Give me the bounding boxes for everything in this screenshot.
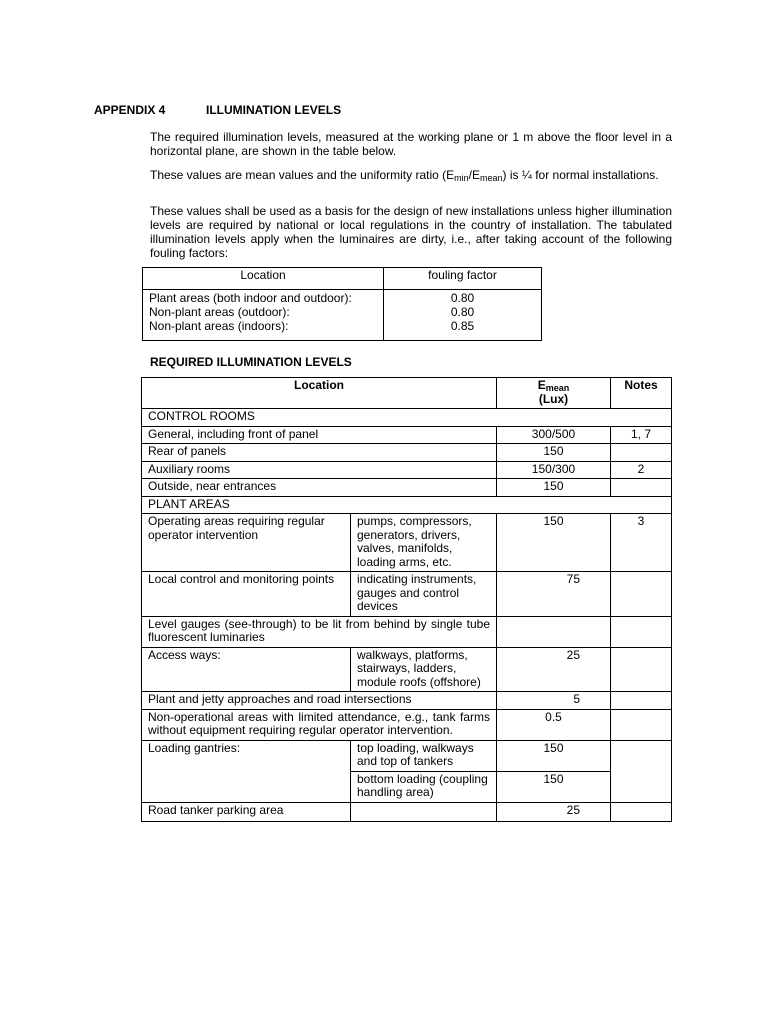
notes-cell: [611, 740, 672, 802]
uniformity-paragraph: These values are mean values and the uniformity ratio $(E_{min}/E_{mean})$ is ¼ for normal installations.: [150, 168, 659, 183]
notes-cell: 1, 7: [611, 426, 672, 444]
table-row: [142, 514, 672, 572]
notes-cell: [611, 479, 672, 497]
location-cell: General, including front of panel: [142, 426, 497, 444]
notes-cell: [611, 802, 672, 821]
detail-cell: indicating instruments, gauges and control devices: [351, 572, 497, 617]
lux-cell: 150: [497, 740, 611, 771]
levels-section-title: REQUIRED ILLUMINATION LEVELS: [150, 355, 352, 369]
area-cell: Road tanker parking area: [142, 802, 351, 821]
table-row: [143, 306, 542, 320]
lux-cell: 150: [497, 514, 611, 572]
levels-header-row: [142, 378, 672, 409]
lux-cell: 300/500: [497, 426, 611, 444]
levels-header-notes: Notes: [611, 378, 672, 409]
area-cell: Access ways:: [142, 647, 351, 692]
fouling-factor-table: [142, 267, 542, 341]
fouling-location: Plant areas (both indoor and outdoor):: [143, 290, 384, 307]
appendix-number: APPENDIX 4: [94, 103, 166, 117]
fouling-value: 0.80: [384, 290, 542, 307]
lux-cell: 150: [497, 771, 611, 802]
detail-cell: walkways, platforms, stairways, ladders, module roofs (offshore): [351, 647, 497, 692]
detail-cell: top loading, walkways and top of tankers: [351, 740, 497, 771]
lux-cell: 150: [497, 479, 611, 497]
appendix-heading: [94, 103, 341, 117]
lux-cell: 5: [497, 692, 611, 710]
area-cell: Loading gantries:: [142, 740, 351, 802]
lux-cell: 150: [497, 444, 611, 462]
table-row: [142, 444, 672, 462]
notes-cell: [611, 709, 672, 740]
detail-cell: [351, 802, 497, 821]
table-row: [142, 740, 672, 771]
detail-cell: pumps, compressors, generators, drivers, valves, manifolds, loading arms, etc.: [351, 514, 497, 572]
table-row: [142, 647, 672, 692]
notes-cell: [611, 444, 672, 462]
table-row: [142, 479, 672, 497]
levels-header-location: Location: [142, 378, 497, 409]
section-plant-areas: PLANT AREAS: [142, 496, 672, 514]
lux-cell: [497, 616, 611, 647]
table-row: [143, 320, 542, 341]
lux-cell: 150/300: [497, 461, 611, 479]
table-row: [142, 802, 672, 821]
location-cell: Rear of panels: [142, 444, 497, 462]
notes-cell: [611, 647, 672, 692]
area-cell: Level gauges (see-through) to be lit from behind by single tube fluorescent luminaries: [142, 616, 497, 647]
table-row: [142, 426, 672, 444]
lux-cell: 75: [497, 572, 611, 617]
fouling-header-location: Location: [143, 268, 384, 290]
area-cell: Non-operational areas with limited attendance, e.g., tank farms without equipment requiring regular operator intervention.: [142, 709, 497, 740]
fouling-value: 0.85: [384, 320, 542, 341]
location-cell: Outside, near entrances: [142, 479, 497, 497]
table-row: [142, 692, 672, 710]
lux-cell: 25: [497, 647, 611, 692]
table-row: [142, 709, 672, 740]
lux-cell: 25: [497, 802, 611, 821]
table-row: [142, 572, 672, 617]
notes-cell: 2: [611, 461, 672, 479]
fouling-value: 0.80: [384, 306, 542, 320]
fouling-location: Non-plant areas (indoors):: [143, 320, 384, 341]
table-row: [142, 616, 672, 647]
levels-header-emean: $E_{mean}$ (Lux): [497, 378, 611, 409]
section-row: [142, 409, 672, 427]
lux-cell: 0.5: [497, 709, 611, 740]
area-cell: Local control and monitoring points: [142, 572, 351, 617]
illumination-levels-table: [141, 377, 672, 822]
notes-cell: [611, 616, 672, 647]
fouling-header-factor: fouling factor: [384, 268, 542, 290]
area-cell: Operating areas requiring regular operator intervention: [142, 514, 351, 572]
section-control-rooms: CONTROL ROOMS: [142, 409, 672, 427]
table-row: [143, 290, 542, 307]
table-row: [142, 461, 672, 479]
notes-cell: 3: [611, 514, 672, 572]
intro-paragraph: The required illumination levels, measured at the working plane or 1 m above the floor level in a horizontal plane, are shown in the table below.: [150, 130, 672, 158]
design-basis-paragraph: These values shall be used as a basis for the design of new installations unless higher illumination levels are required by national or local regulations in the country of installation. The tabulated illumination levels apply when the luminaires are dirty, i.e., after taking account of the following fouling factors:: [150, 204, 672, 260]
area-cell: Plant and jetty approaches and road intersections: [142, 692, 497, 710]
section-row: [142, 496, 672, 514]
fouling-location: Non-plant areas (outdoor):: [143, 306, 384, 320]
location-cell: Auxiliary rooms: [142, 461, 497, 479]
fouling-header-row: [143, 268, 542, 290]
appendix-title: ILLUMINATION LEVELS: [206, 103, 342, 117]
notes-cell: [611, 692, 672, 710]
notes-cell: [611, 572, 672, 617]
detail-cell: bottom loading (coupling handling area): [351, 771, 497, 802]
